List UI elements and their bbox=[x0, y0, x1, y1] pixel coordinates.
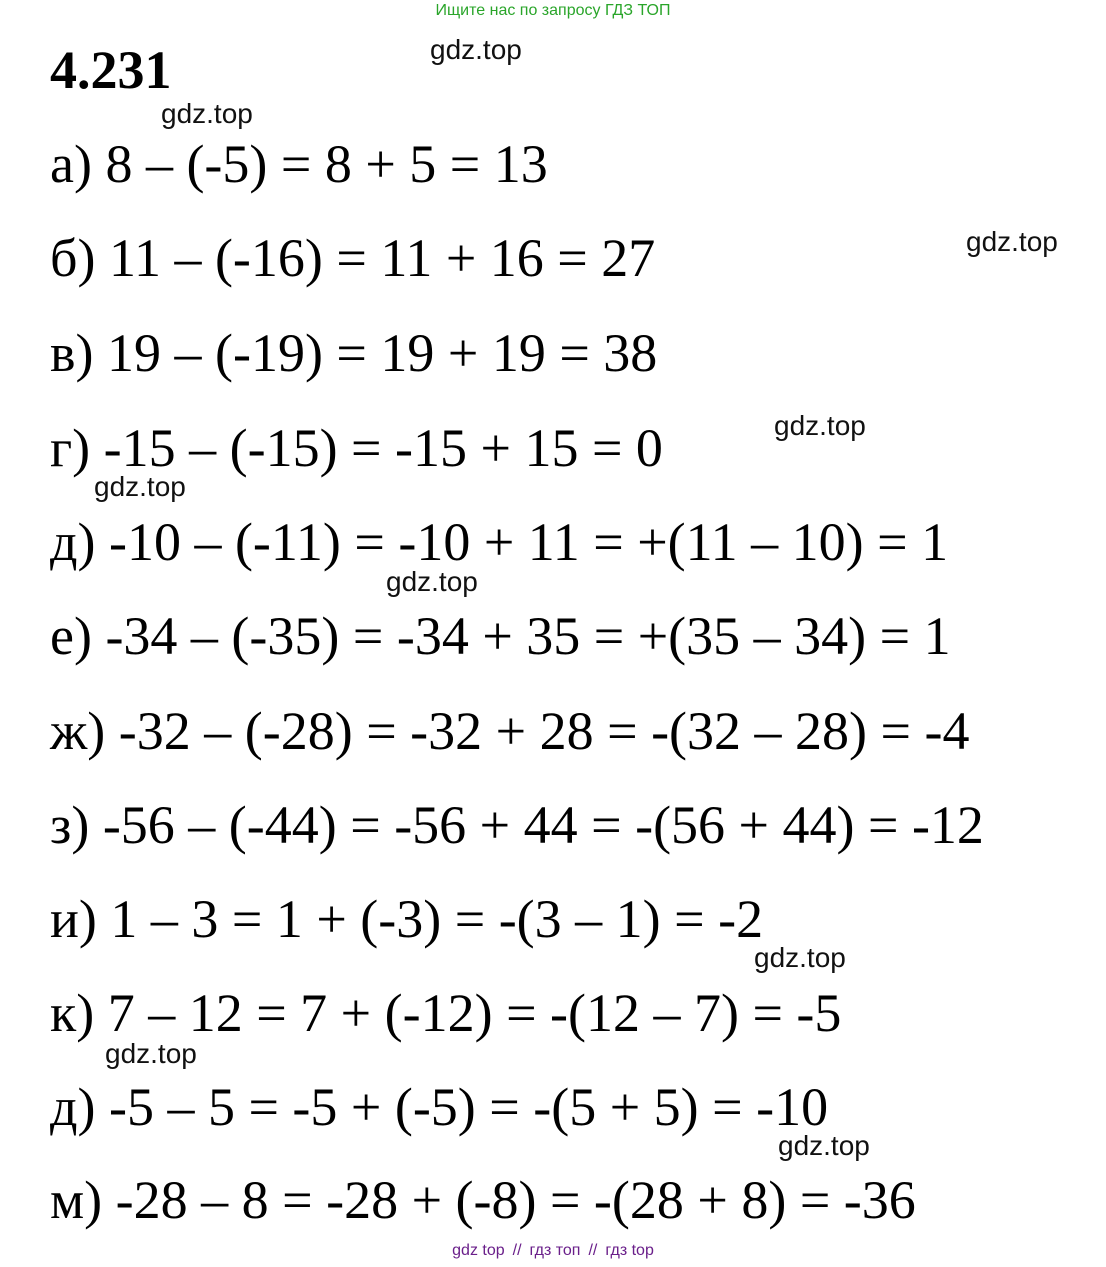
watermark: gdz.top bbox=[778, 1130, 870, 1161]
watermark: gdz.top bbox=[386, 566, 478, 597]
solution-line-a: а) 8 – (-5) = 8 + 5 = 13 bbox=[50, 134, 548, 194]
footer-item: гдз топ bbox=[529, 1242, 581, 1259]
footer-separator: // bbox=[588, 1242, 598, 1259]
watermark: gdz.top bbox=[966, 226, 1058, 257]
solution-line-d2: д) -5 – 5 = -5 + (-5) = -(5 + 5) = -10 bbox=[50, 1077, 829, 1137]
footer-item: гдз top bbox=[605, 1242, 654, 1259]
solution-line-b: б) 11 – (-16) = 11 + 16 = 27 bbox=[50, 228, 656, 288]
solution-line-v: в) 19 – (-19) = 19 + 19 = 38 bbox=[50, 323, 658, 383]
solution-line-m: м) -28 – 8 = -28 + (-8) = -(28 + 8) = -36 bbox=[50, 1170, 916, 1230]
problem-number: 4.231 bbox=[50, 40, 172, 100]
watermark: gdz.top bbox=[754, 942, 846, 973]
solution-line-zh: ж) -32 – (-28) = -32 + 28 = -(32 – 28) = -4 bbox=[50, 701, 970, 761]
watermark: gdz.top bbox=[94, 471, 186, 502]
solution-line-e: е) -34 – (-35) = -34 + 35 = +(35 – 34) = 1 bbox=[50, 606, 951, 666]
solution-line-z: з) -56 – (-44) = -56 + 44 = -(56 + 44) = -12 bbox=[50, 795, 984, 855]
footer-links bbox=[0, 1241, 1106, 1261]
watermark: gdz.top bbox=[774, 410, 866, 441]
solution-line-d: д) -10 – (-11) = -10 + 11 = +(11 – 10) = 1 bbox=[50, 512, 949, 572]
watermark: gdz.top bbox=[430, 34, 522, 65]
search-banner: Ищите нас по запросу ГДЗ ТОП bbox=[435, 2, 671, 19]
footer-item: gdz top bbox=[452, 1242, 505, 1259]
footer-separator: // bbox=[512, 1242, 522, 1259]
watermark: gdz.top bbox=[161, 98, 253, 129]
watermark: gdz.top bbox=[105, 1038, 197, 1069]
solution-line-g: г) -15 – (-15) = -15 + 15 = 0 bbox=[50, 418, 663, 478]
solution-line-i: и) 1 – 3 = 1 + (-3) = -(3 – 1) = -2 bbox=[50, 889, 764, 949]
solution-line-k: к) 7 – 12 = 7 + (-12) = -(12 – 7) = -5 bbox=[50, 983, 842, 1043]
